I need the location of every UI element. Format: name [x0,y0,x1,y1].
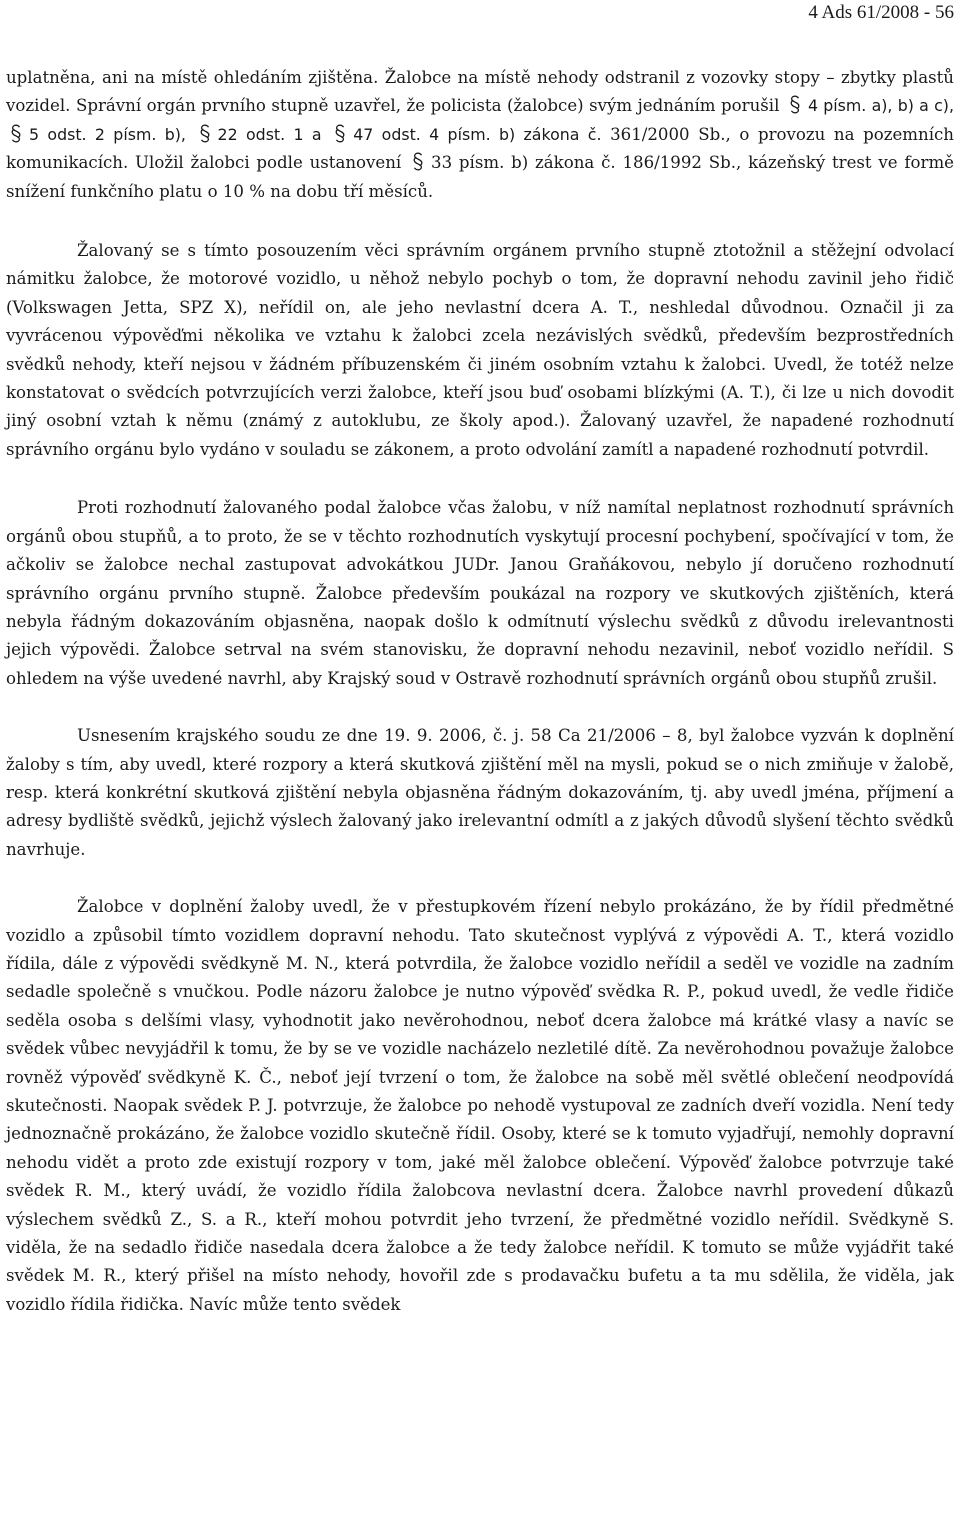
page-header-docnum: 4 Ads 61/2008 - 56 [808,2,954,23]
section-sign-icon [198,124,212,143]
paragraph-1-text-c: 5 odst. 2 písm. b), [29,124,186,144]
section-sign-icon [788,95,802,114]
paragraph-1-text-e: 47 odst. 4 písm. b) zákona č. [353,124,602,144]
document-body [6,64,954,1319]
paragraph-2: Žalovaný se s tímto posouzením věci správním orgánem prvního stupně ztotožnil a stěžejní odvolací námitku žalobce, že motorové vozidlo, u něhož nebylo pochyb o tom, že dopravní nehodu zavinil jeho řidič (Volkswagen Jetta, SPZ X), neřídil on, ale jeho nevlastní dcera A. T., neshledal důvodnou. Označil ji za vyvrácenou výpověďmi několika ve vztahu k žalobci zcela nezávislých svědků, především bezprostředních svědků nehody, kteří nejsou v žádném příbuzenském či jiném osobním vztahu k žalobci. Uvedl, že totéž nelze konstatovat o svědcích potvrzujících verzi žalobce, kteří jsou buď osobami blízkými (A. T.), či lze u nich dovodit jiný osobní vztah k němu (známý z autoklubu, ze školy apod.). Žalovaný uzavřel, že napadené rozhodnutí správního orgánu bylo vydáno v souladu se zákonem, a proto odvolání zamítl a napadené rozhodnutí potvrdil. [6,241,954,459]
section-sign-icon [9,124,23,143]
paragraph-1-text-f: 361/2000 Sb., o provozu na pozemních komunikacích. Uložil žalobci podle ustanovení [6,124,954,173]
paragraph-5: Žalobce v doplnění žaloby uvedl, že v přestupkovém řízení nebylo prokázáno, že by řídil předmětné vozidlo a způsobil tímto vozidlem dopravní nehodu. Tato skutečnost vyplývá z výpovědi A. T., která vozidlo řídila, dále z výpovědi svědkyně M. N., která potvrdila, že žalobce vozidlo neřídil a seděl ve vozidle na zadním sedadle společně s vnučkou. Podle názoru žalobce je nutno výpověď svědka R. P., pokud uvedl, že vedle řidiče seděla osoba s delšími vlasy, vyhodnotit jako nevěrohodnou, neboť dcera žalobce má krátké vlasy a navíc se svědek vůbec nevyjádřil k tomu, že by se ve vozidle nacházelo nezletilé dítě. Za nevěrohodnou považuje žalobce rovněž výpověď svědkyně K. Č., neboť její tvrzení o tom, že žalobce na sobě měl světlé oblečení neodpovídá skutečnosti. Naopak svědek P. J. potvrzuje, že žalobce po nehodě vystupoval ze zadních dveří vozidla. Není tedy jednoznačně prokázáno, že žalobce vozidlo skutečně řídil. Osoby, které se k tomuto vyjadřují, nemohly dopravní nehodu vidět a proto zde existují rozpory v tom, jaké měl žalobce oblečení. Výpověď žalobce potvrzuje také svědek R. M., který uvádí, že vozidlo řídila žalobcova nevlastní dcera. Žalobce navrhl provedení důkazů výslechem svědků Z., S. a R., kteří mohou potvrdit jeho tvrzení, že předmětné vozidlo neřídil. Svědkyně S. viděla, že na sedadlo řidiče nasedala dcera žalobce a že tedy žalobce neřídil. K tomuto se může vyjádřit také svědek M. R., který přišel na místo nehody, hovořil zde s prodavačku bufetu a ta mu sdělila, že viděla, jak vozidlo řídila řidička. Navíc může tento svědek [6,897,954,1314]
section-sign-icon [411,152,425,171]
paragraph-3: Proti rozhodnutí žalovaného podal žalobce včas žalobu, v níž namítal neplatnost rozhodnutí správních orgánů obou stupňů, a to proto, že se v těchto rozhodnutích vyskytují procesní pochybení, spočívající v tom, že ačkoliv se žalobce nechal zastupovat advokátkou JUDr. Janou Graňákovou, nebylo jí doručeno rozhodnutí správního orgánu prvního stupně. Žalobce především poukázal na rozpory ve skutkových zjištěních, která nebyla řádným dokazováním objasněna, naopak došlo k odmítnutí výslechu svědků z důvodu irelevantnosti jejich výpovědi. Žalobce setrval na svém stanovisku, že dopravní nehodu nezavinil, neboť vozidlo neřídil. S ohledem na výše uvedené navrhl, aby Krajský soud v Ostravě rozhodnutí správních orgánů obou stupňů zrušil. [6,498,954,688]
paragraph-1-text-a: uplatněna, ani na místě ohledáním zjištěna. Žalobce na místě nehody odstranil z vozovky stopy – zbytky plastů vozidel. Správní orgán prvního stupně uzavřel, že policista (žalobce) svým jednáním porušil [6,68,954,116]
paragraph-1 [6,64,954,206]
paragraph-1-text-d: 22 odst. 1 a [217,124,322,144]
section-sign-icon [333,124,347,143]
paragraph-4: Usnesením krajského soudu ze dne 19. 9. 2006, č. j. 58 Ca 21/2006 – 8, byl žalobce vyzván k doplnění žaloby s tím, aby uvedl, které rozpory a která skutková zjištění měl na mysli, pokud se o nich zmiňuje v žalobě, resp. která konkrétní skutková zjištění nebyla objasněna řádným dokazováním, tj. aby uvedl jména, příjmení a adresy bydliště svědků, jejichž výslech žalovaný jako irelevantní odmítl a z jakých důvodů slyšení těchto svědků navrhuje. [6,726,954,859]
paragraph-1-text-g: 33 písm. b) zákona č. 186/1992 Sb., kázeňský trest ve formě snížení funkčního platu o 10 % na dobu tří měsíců. [6,153,954,201]
paragraph-1-text-b: 4 písm. a), b) a c), [807,96,954,116]
